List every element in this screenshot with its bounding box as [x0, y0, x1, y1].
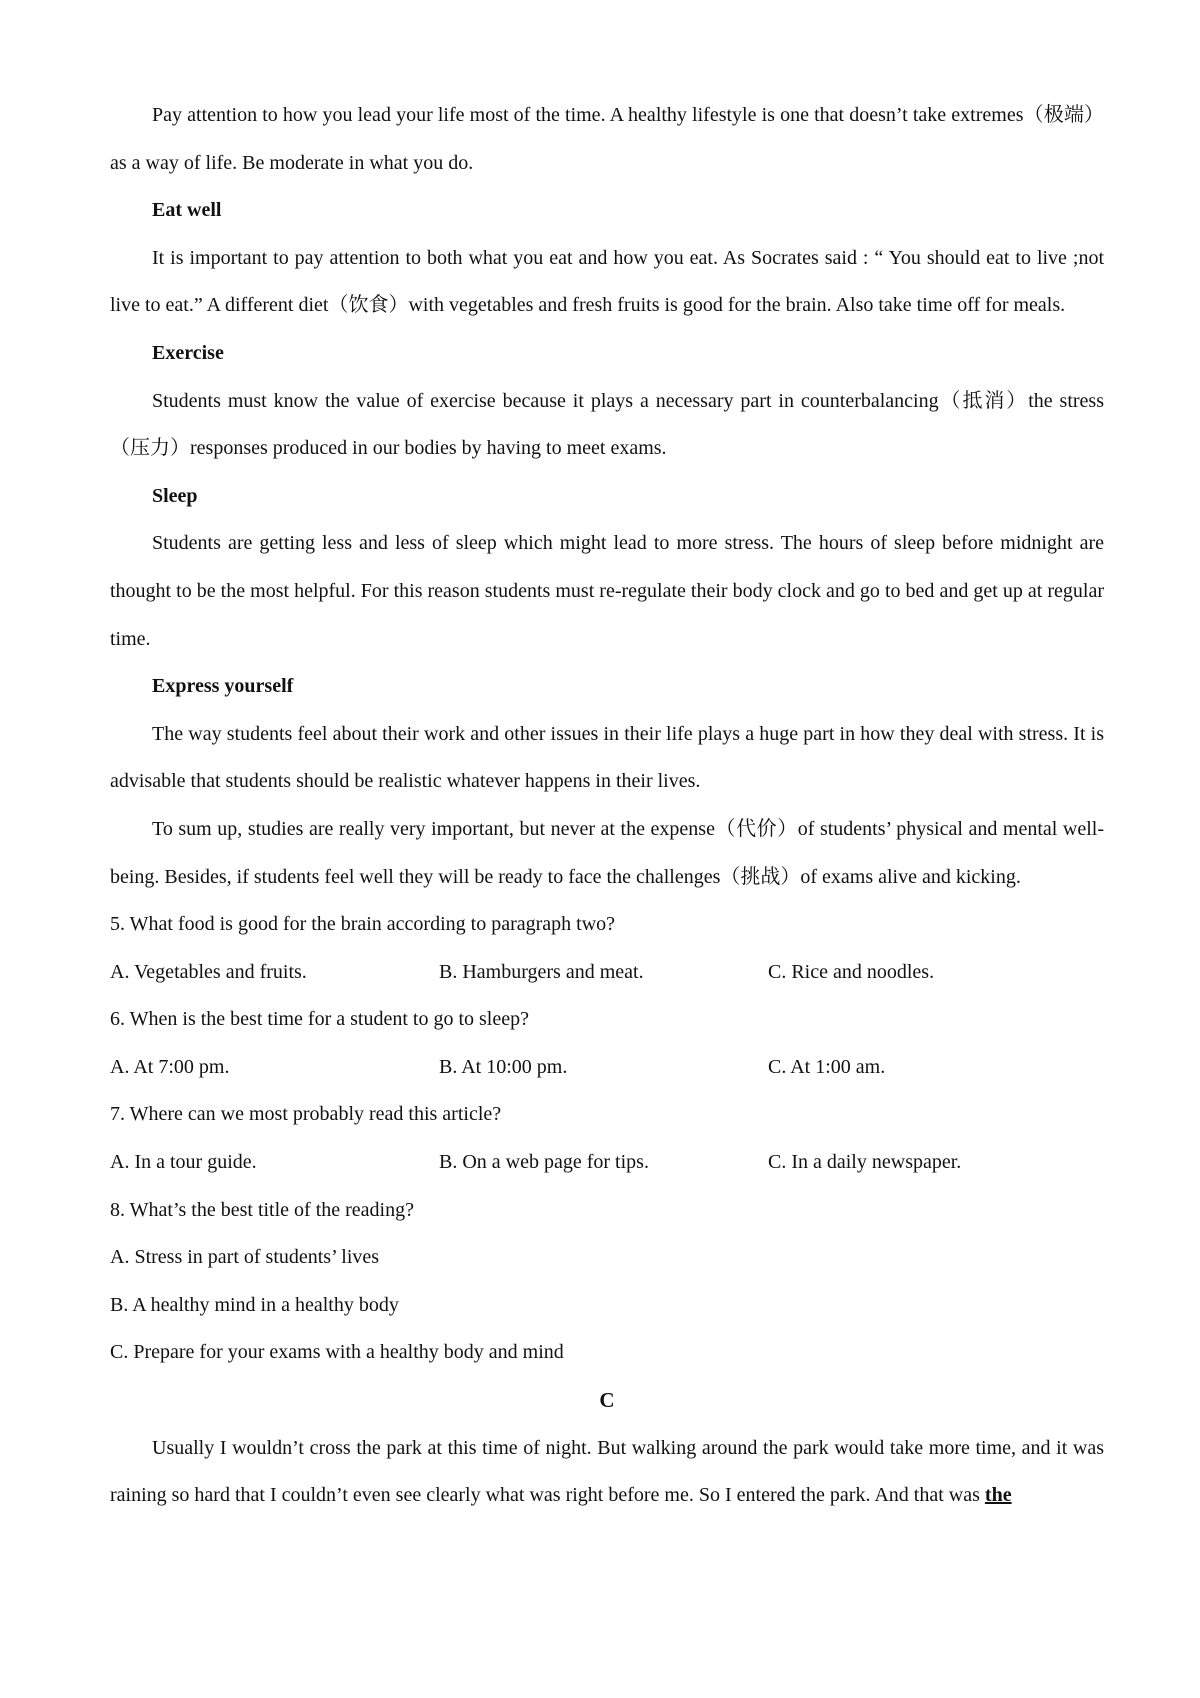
section-heading-express-yourself: Express yourself — [152, 675, 294, 698]
passage-c-paragraph — [110, 1425, 1104, 1520]
question-7-option-a: A. In a tour guide. — [110, 1151, 257, 1174]
section-heading-eat-well: Eat well — [152, 199, 222, 222]
question-5-stem: 5. What food is good for the brain according to paragraph two? — [110, 913, 616, 936]
section-heading-sleep: Sleep — [152, 484, 198, 507]
question-8-stem: 8. What’s the best title of the reading? — [110, 1198, 414, 1221]
section-text-sleep: Students are getting less and less of sleep which might lead to more stress. The hours of sleep before midnight are thought to be the most helpful. For this reason students must re-regulate their body clock and go to bed and get up at regular time. — [110, 532, 1104, 650]
question-6-stem: 6. When is the best time for a student to go to sleep? — [110, 1008, 529, 1031]
passage-c-letter: C — [599, 1388, 615, 1413]
page-content — [110, 92, 1104, 1520]
passage-c-text: Usually I wouldn’t cross the park at this time of night. But walking around the park would take more time, and it was raining so hard that I couldn’t even see clearly what was right before me. So I entered the park. And that was — [110, 1436, 1104, 1507]
question-6-option-c: C. At 1:00 am. — [768, 1055, 886, 1078]
passage-c-underlined-word: the — [984, 1484, 1012, 1507]
question-7-options — [110, 1139, 1104, 1187]
conclusion-paragraph: To sum up, studies are really very important, but never at the expense（代价）of students’ physical and mental well-being. Besides, if students feel well they will be ready to face the challenges（挑战）of exams alive and kicking. — [110, 817, 1104, 888]
question-5-option-a: A. Vegetables and fruits. — [110, 960, 307, 983]
question-8-option-c: C. Prepare for your exams with a healthy body and mind — [110, 1341, 564, 1364]
section-text-eat-well: It is important to pay attention to both what you eat and how you eat. As Socrates said : “ You should eat to live ;not live to eat.” A different diet（饮食）with vegetables and fresh fruits is good for the brain. Also take time off for meals. — [110, 246, 1104, 317]
question-8-option-a: A. Stress in part of students’ lives — [110, 1246, 380, 1269]
intro-paragraph: Pay attention to how you lead your life most of the time. A healthy lifestyle is one that doesn’t take extremes（极端）as a way of life. Be moderate in what you do. — [110, 104, 1104, 174]
question-5-option-b: B. Hamburgers and meat. — [439, 960, 644, 983]
question-8-option-b: B. A healthy mind in a healthy body — [110, 1293, 399, 1316]
question-7-option-b: B. On a web page for tips. — [439, 1151, 649, 1174]
question-6-option-b: B. At 10:00 pm. — [439, 1055, 568, 1078]
question-6-option-a: A. At 7:00 pm. — [110, 1055, 230, 1078]
question-7-option-c: C. In a daily newspaper. — [768, 1151, 962, 1174]
question-7-stem: 7. Where can we most probably read this article? — [110, 1103, 502, 1126]
question-6-options — [110, 1044, 1104, 1092]
question-5-option-c: C. Rice and noodles. — [768, 960, 935, 983]
section-text-exercise: Students must know the value of exercise because it plays a necessary part in counterbalancing（抵消）the stress（压力）responses produced in our bodies by having to meet exams. — [110, 389, 1104, 460]
section-text-express-yourself: The way students feel about their work and other issues in their life plays a huge part in how they deal with stress. It is advisable that students should be realistic whatever happens in their lives. — [110, 722, 1104, 793]
section-heading-exercise: Exercise — [152, 341, 224, 364]
question-5-options — [110, 949, 1104, 997]
